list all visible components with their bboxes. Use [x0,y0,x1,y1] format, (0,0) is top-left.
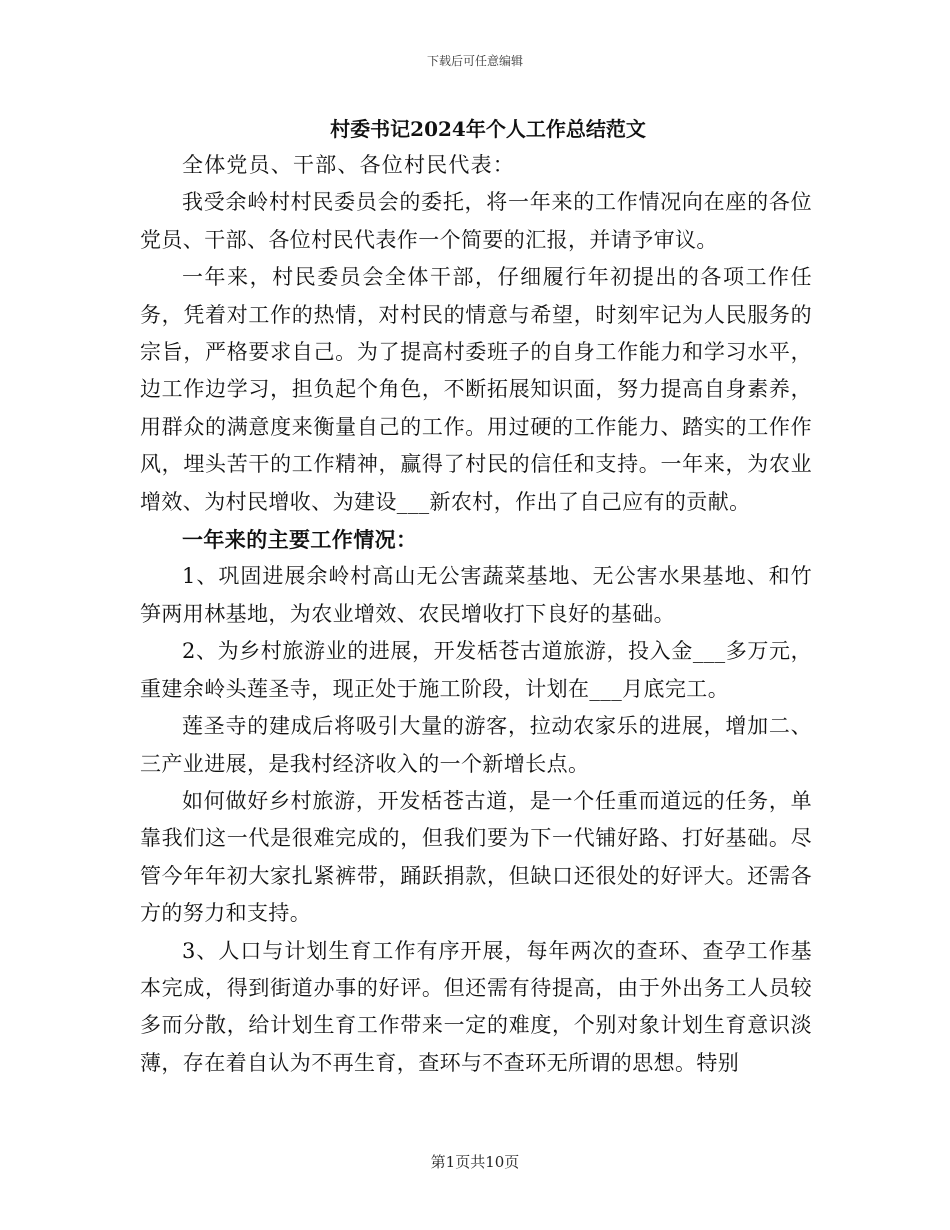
section-heading: 一年来的主要工作情况： [182,527,418,553]
paragraph: 如何做好乡村旅游，开发栝苍古道，是一个任重而道远的任务，单靠我们这一代是很难完成的，但我们要为下一代铺好路、打好基础。尽管今年年初大家扎紧裤带，踊跃捐款，但缺口还很处的好评大。还需各方的努力和支持。 [140,788,812,926]
page-footer: 第1页共10页 [430,1153,520,1171]
page-header: 下载后可任意编辑 [426,54,523,68]
paragraph: 1、巩固进展余岭村高山无公害蔬菜基地、无公害水果基地、和竹笋两用林基地，为农业增效、农民增收打下良好的基础。 [140,564,812,626]
paragraph: 我受余岭村村民委员会的委托，将一年来的工作情况向在座的各位党员、干部、各位村民代表作一个简要的汇报，并请予审议。 [140,190,812,252]
document-body [140,111,812,1082]
paragraph: 莲圣寺的建成后将吸引大量的游客，拉动农家乐的进展，增加二、三产业进展，是我村经济收入的一个新增长点。 [140,714,812,776]
paragraph: 2、为乡村旅游业的进展，开发栝苍古道旅游，投入金___多万元，重建余岭头莲圣寺，现正处于施工阶段，计划在___月底完工。 [140,639,812,701]
paragraph: 3、人口与计划生育工作有序开展，每年两次的查环、查孕工作基本完成，得到街道办事的好评。但还需有待提高，由于外出务工人员较多而分散，给计划生育工作带来一定的难度，个别对象计划生育意识淡薄，存在着自认为不再生育，查环与不查环无所谓的思想。特别 [140,938,812,1075]
document-title: 村委书记2024年个人工作总结范文 [330,117,646,141]
paragraph-salutation: 全体党员、干部、各位村民代表： [182,153,515,177]
paragraph: 一年来，村民委员会全体干部，仔细履行年初提出的各项工作任务，凭着对工作的热情，对村民的情意与希望，时刻牢记为人民服务的宗旨，严格要求自己。为了提高村委班子的自身工作能力和学习水平，边工作边学习，担负起个角色，不断拓展知识面，努力提高自身素养，用群众的满意度来衡量自己的工作。用过硬的工作能力、踏实的工作作风，埋头苦干的工作精神，赢得了村民的信任和支持。一年来，为农业增效、为村民增收、为建设___新农村，作出了自己应有的贡献。 [140,265,812,514]
